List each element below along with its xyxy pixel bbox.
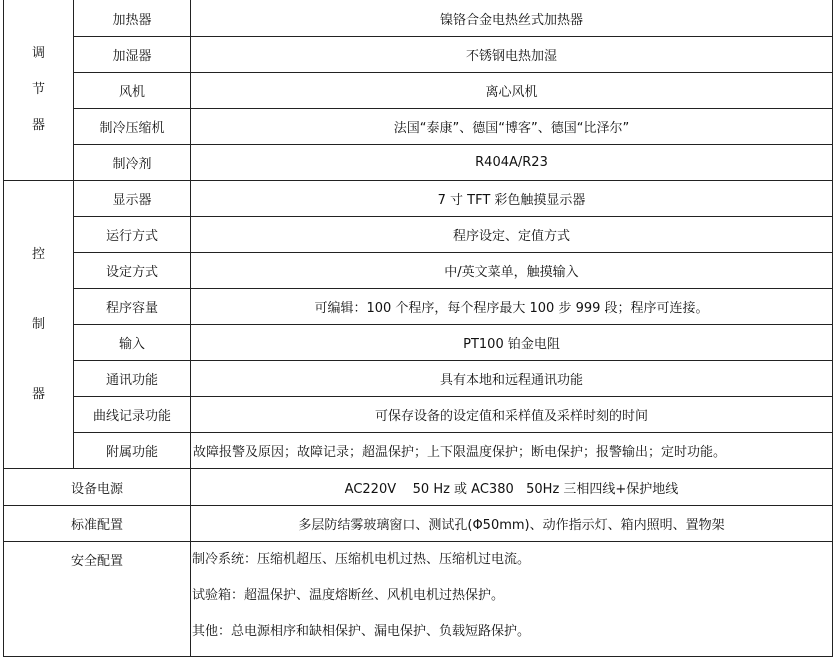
group-char: 器 (31, 118, 45, 133)
table-row (4, 397, 833, 433)
row-label-input: 输入 (74, 325, 191, 361)
table-row (4, 289, 833, 325)
group-char: 器 (31, 386, 45, 402)
table-row (4, 325, 833, 361)
row-label-auxiliary: 附属功能 (74, 433, 191, 469)
row-label-setting-mode: 设定方式 (74, 253, 191, 289)
group-label-controller (4, 181, 74, 469)
group-label-regulator (4, 0, 74, 181)
table-row (4, 469, 833, 506)
row-label-communication: 通讯功能 (74, 361, 191, 397)
row-value-standard: 多层防结雾玻璃窗口、测试孔(Φ50mm)、动作指示灯、箱内照明、置物架 (191, 506, 833, 542)
row-value-heater: 镍铬合金电热丝式加热器 (191, 0, 833, 37)
row-value-power: AC220V 50 Hz 或 AC380 50Hz 三相四线+保护地线 (191, 469, 833, 506)
row-value-setting-mode: 中/英文菜单，触摸输入 (191, 253, 833, 289)
row-value-run-mode: 程序设定、定值方式 (191, 217, 833, 253)
row-label-curve-recording: 曲线记录功能 (74, 397, 191, 433)
row-value-safety (191, 542, 833, 657)
row-value-display: 7 寸 TFT 彩色触摸显示器 (191, 181, 833, 217)
group-char: 调 (31, 46, 45, 61)
row-label-humidifier: 加湿器 (74, 37, 191, 73)
row-value-humidifier: 不锈钢电热加湿 (191, 37, 833, 73)
table-row (4, 37, 833, 73)
table-row (4, 542, 833, 657)
table-row (4, 109, 833, 145)
table-row (4, 73, 833, 109)
row-label-heater: 加热器 (74, 0, 191, 37)
row-label-program-capacity: 程序容量 (74, 289, 191, 325)
row-label-compressor: 制冷压缩机 (74, 109, 191, 145)
spec-table (3, 0, 833, 657)
safety-line: 制冷系统：压缩机超压、压缩机电机过热、压缩机过电流。 (192, 552, 531, 567)
row-value-auxiliary: 故障报警及原因；故障记录；超温保护；上下限温度保护；断电保护；报警输出；定时功能。 (191, 433, 833, 469)
table-row (4, 145, 833, 181)
row-value-program-capacity: 可编辑：100 个程序，每个程序最大 100 步 999 段；程序可连接。 (191, 289, 833, 325)
row-label-display: 显示器 (74, 181, 191, 217)
group-char: 控 (31, 246, 45, 262)
row-value-input: PT100 铂金电阻 (191, 325, 833, 361)
group-char: 节 (31, 82, 45, 97)
row-value-refrigerant: R404A/R23 (191, 145, 833, 181)
table-row (4, 0, 833, 37)
row-label-fan: 风机 (74, 73, 191, 109)
row-label-standard: 标准配置 (4, 506, 191, 542)
row-label-power: 设备电源 (4, 469, 191, 506)
table-row (4, 361, 833, 397)
table-row (4, 253, 833, 289)
table-row (4, 217, 833, 253)
group-char: 制 (31, 316, 45, 332)
row-value-fan: 离心风机 (191, 73, 833, 109)
table-row (4, 433, 833, 469)
row-value-curve-recording: 可保存设备的设定值和采样值及采样时刻的时间 (191, 397, 833, 433)
safety-line: 其他：总电源相序和缺相保护、漏电保护、负载短路保护。 (192, 624, 531, 639)
row-label-safety: 安全配置 (4, 542, 191, 657)
table-row (4, 181, 833, 217)
row-label-run-mode: 运行方式 (74, 217, 191, 253)
row-value-communication: 具有本地和远程通讯功能 (191, 361, 833, 397)
row-label-refrigerant: 制冷剂 (74, 145, 191, 181)
row-value-compressor: 法国“泰康”、德国“博客”、德国“比泽尔” (191, 109, 833, 145)
table-row (4, 506, 833, 542)
safety-line: 试验箱：超温保护、温度熔断丝、风机电机过热保护。 (192, 588, 505, 603)
